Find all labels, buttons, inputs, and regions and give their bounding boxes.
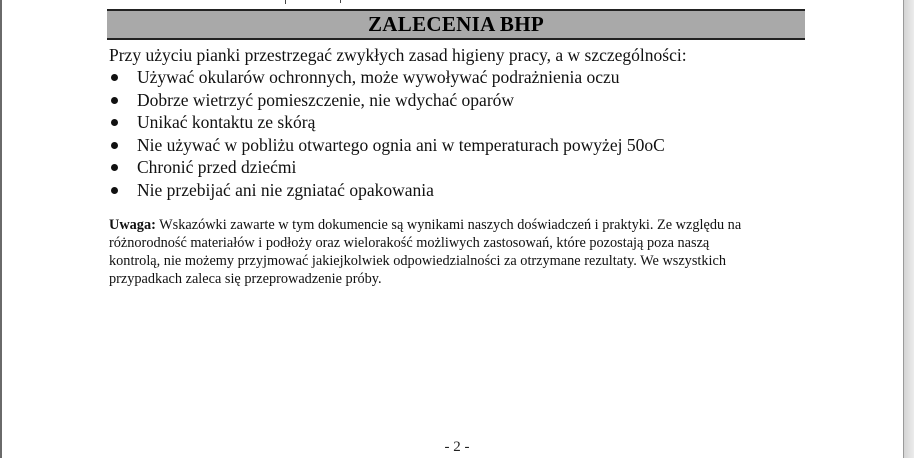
page-left-edge [0,0,2,458]
previous-content-mark [340,0,341,3]
bullet-icon [111,187,118,194]
list-item-text: Nie używać w pobliżu otwartego ognia ani w temperaturach powyżej 50oC [137,134,665,155]
safety-list [109,66,665,202]
note-label: Uwaga: [109,217,156,233]
list-item-text: Unikać kontaktu ze skórą [137,112,316,133]
bullet-icon [111,164,118,171]
list-item [109,111,665,134]
note-text-line: Wskazówki zawarte w tym dokumencie są wynikami naszych doświadczeń i praktyki. Ze względu na [155,217,742,233]
list-item [109,179,665,202]
list-item [109,89,665,112]
bullet-icon [111,74,118,81]
disclaimer-note [109,216,809,288]
note-text-line: różnorodność materiałów i podłoży oraz wielorakość możliwych zastosowań, które pozostają poza naszą [109,235,710,251]
bullet-icon [111,142,118,149]
list-item [109,66,665,89]
bullet-icon [111,97,118,104]
note-text-line: kontrolą, nie możemy przyjmować jakiejkolwiek odpowiedzialności za otrzymane rezultaty. We wszystkich [109,253,726,269]
section-header-bar [107,9,805,40]
list-item-text: Dobrze wietrzyć pomieszczenie, nie wdychać oparów [137,89,515,110]
list-item [109,134,665,157]
list-item [109,156,665,179]
viewer-right-margin [903,0,914,458]
note-text-line: przypadkach zaleca się przeprowadzenie próby. [109,271,382,287]
list-item-text: Nie przebijać ani nie zgniatać opakowania [137,179,434,200]
intro-text: Przy użyciu pianki przestrzegać zwykłych zasad higieny pracy, a w szczególności: [109,45,687,65]
bullet-icon [111,119,118,126]
page-number: - 2 - [444,439,470,455]
list-item-text: Używać okularów ochronnych, może wywoływać podrażnienia oczu [137,67,620,87]
previous-content-mark [285,0,286,4]
list-item-text: Chronić przed dziećmi [137,157,297,178]
section-title: ZALECENIA BHP [367,12,545,36]
